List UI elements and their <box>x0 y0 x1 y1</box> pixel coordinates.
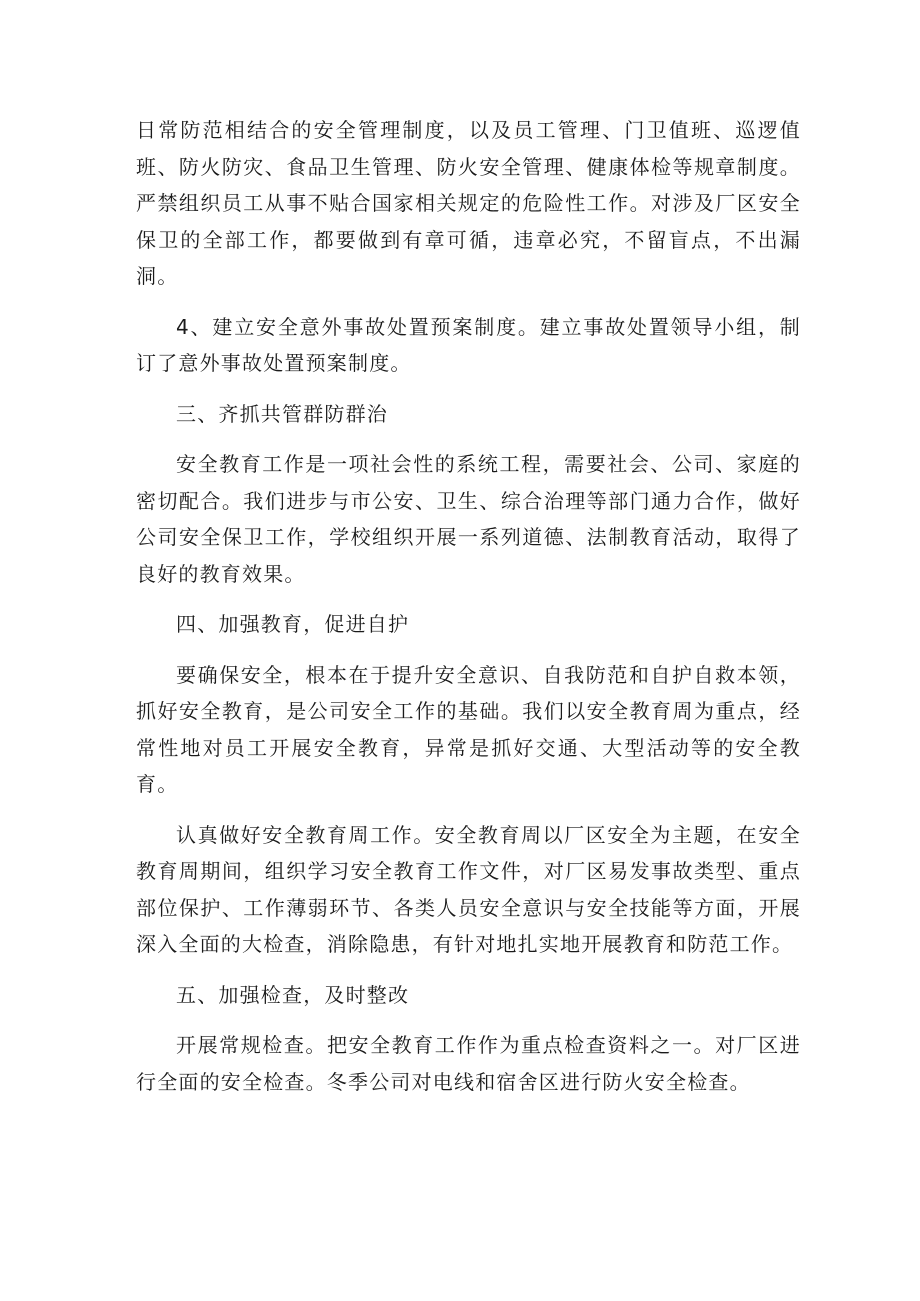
paragraph-safety-education: 要确保安全，根本在于提升安全意识、自我防范和自护自救本领，抓好安全教育，是公司安全工作的基础。我们以安全教育周为重点，经常性地对员工开展安全教育，异常是抓好交通、大型活动等的安全教育。 <box>136 662 801 796</box>
section-heading-5: 五、加强检查，及时整改 <box>176 982 410 1007</box>
paragraph-cooperation: 安全教育工作是一项社会性的系统工程，需要社会、公司、家庭的密切配合。我们进步与市公安、卫生、综合治理等部门通力合作，做好公司安全保卫工作，学校组织开展一系列道德、法制教育活动，取得了良好的教育效果。 <box>136 452 801 586</box>
paragraph-item-4: 4、建立安全意外事故处置预案制度。建立事故处置领导小组，制订了意外事故处置预案制度。 <box>136 314 801 375</box>
section-heading-3: 三、齐抓共管群防群治 <box>176 401 388 426</box>
paragraph-continuation: 日常防范相结合的安全管理制度，以及员工管理、门卫值班、巡逻值班、防火防灾、食品卫生管理、防火安全管理、健康体检等规章制度。严禁组织员工从事不贴合国家相关规定的危险性工作。对涉及厂区安全保卫的全部工作，都要做到有章可循，违章必究，不留盲点，不出漏洞。 <box>136 118 801 288</box>
paragraph-routine-inspection: 开展常规检查。把安全教育工作作为重点检查资料之一。对厂区进行全面的安全检查。冬季公司对电线和宿舍区进行防火安全检查。 <box>136 1033 801 1094</box>
section-heading-4: 四、加强教育，促进自护 <box>176 612 410 636</box>
paragraph-education-week: 认真做好安全教育周工作。安全教育周以厂区安全为主题，在安全教育周期间，组织学习安全教育工作文件，对厂区易发事故类型、重点部位保护、工作薄弱环节、各类人员安全意识与安全技能等方面，开展深入全面的大检查，消除隐患，有针对地扎实地开展教育和防范工作。 <box>136 822 801 956</box>
document-page <box>136 112 801 1114</box>
